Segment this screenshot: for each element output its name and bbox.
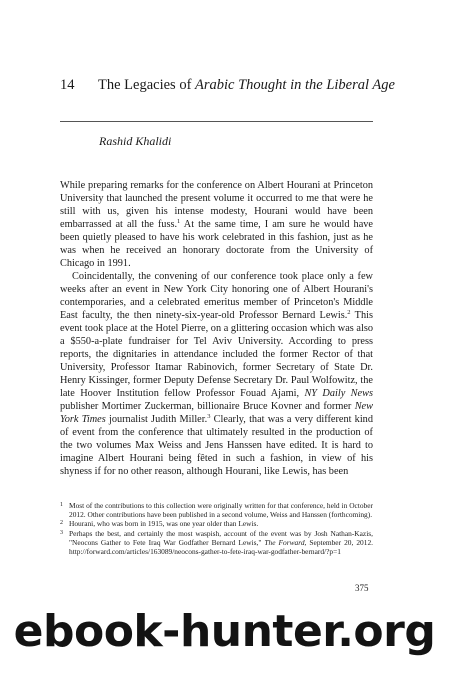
title-rule <box>60 121 373 122</box>
chapter-title-italic: Arabic Thought in the Liberal Age <box>195 77 395 93</box>
paragraph-1: While preparing remarks for the conference on Albert Hourani at Princeton University that launched the present volume it occurred to me that were he still with us, given his intense modesty, Hourani would have been embarrassed at all the fuss.$^1$ At the same time, I am sure he would have been quietly pleased to have his work celebrated in this fashion, just as he was when he received an honorary doctorate from the University of Chicago in 1991. <box>60 180 373 269</box>
footnote-mark: 3 <box>60 529 63 536</box>
footnote-3: 3 Perhaps the best, and certainly the most waspish, account of the event was by Josh Nathan-Kazis, "Neocons Gather to Fete Iraq War Godfather Bernard Lewis," The Forward, September 20, 2012. http://forward.com/articles/163089/neocons-gather-to-fete-iraq-war-godfather-bernard/?p=1 <box>60 528 373 557</box>
chapter-title <box>98 76 398 94</box>
footnote-mark: 2 <box>60 520 63 527</box>
footnote-ref-3[interactable]: 3 <box>207 413 211 420</box>
paragraph-2: Coincidentally, the convening of our conference took place only a few weeks after an event in New York City honoring one of Albert Hourani's contemporaries, and a celebrated emeritus member of Princeton's Middle East faculty, the then ninety-six-year-old Professor Bernard Lewis.$^2$ This event took place at the Hotel Pierre, on a glittering occasion which was also a $550-a-plate fundraiser for Tel Aviv University. According to press reports, the dignitaries in attendance included the former Rector of that University, Professor Itamar Rabinovich, former Secretary of State Dr. Henry Kissinger, former Deputy Defense Secretary Dr. Paul Wolfowitz, the late Hoover Institution fellow Professor Fouad Ajami, NY Daily News publisher Mortimer Zuckerman, billionaire Bruce Kovner and former New York Times journalist Judith Miller.$^3$ Clearly, that was a very different kind of event from the conference that ultimately resulted in the production of the two volumes Max Weiss and Jens Hanssen have edited. It is hard to imagine Albert Hourani being fêted in such a fashion, in view of his shyness if for no other reason, although Hourani, like Lewis, has been <box>60 271 373 477</box>
watermark-logo: ebook-hunter.org <box>13 606 436 657</box>
footnote-ref-1[interactable]: 1 <box>177 218 181 225</box>
author-name: Rashid Khalidi <box>99 134 172 148</box>
footnotes <box>60 501 373 556</box>
footnote-ref-2[interactable]: 2 <box>347 309 351 316</box>
footnote-1: 1 Most of the contributions to this collection were originally written for that conference, held in October 2012. Other contributions have been published in a second volume, Weiss and Hanssen (forthcoming). <box>60 501 373 520</box>
chapter-title-prefix: The Legacies of <box>98 77 196 93</box>
footnote-mark: 1 <box>60 502 63 508</box>
footnote-2: 2 Hourani, who was born in 1915, was one year older than Lewis. <box>60 519 259 529</box>
page-number: 375 <box>355 583 369 593</box>
chapter-number: 14 <box>60 77 75 93</box>
body-text <box>60 179 373 478</box>
